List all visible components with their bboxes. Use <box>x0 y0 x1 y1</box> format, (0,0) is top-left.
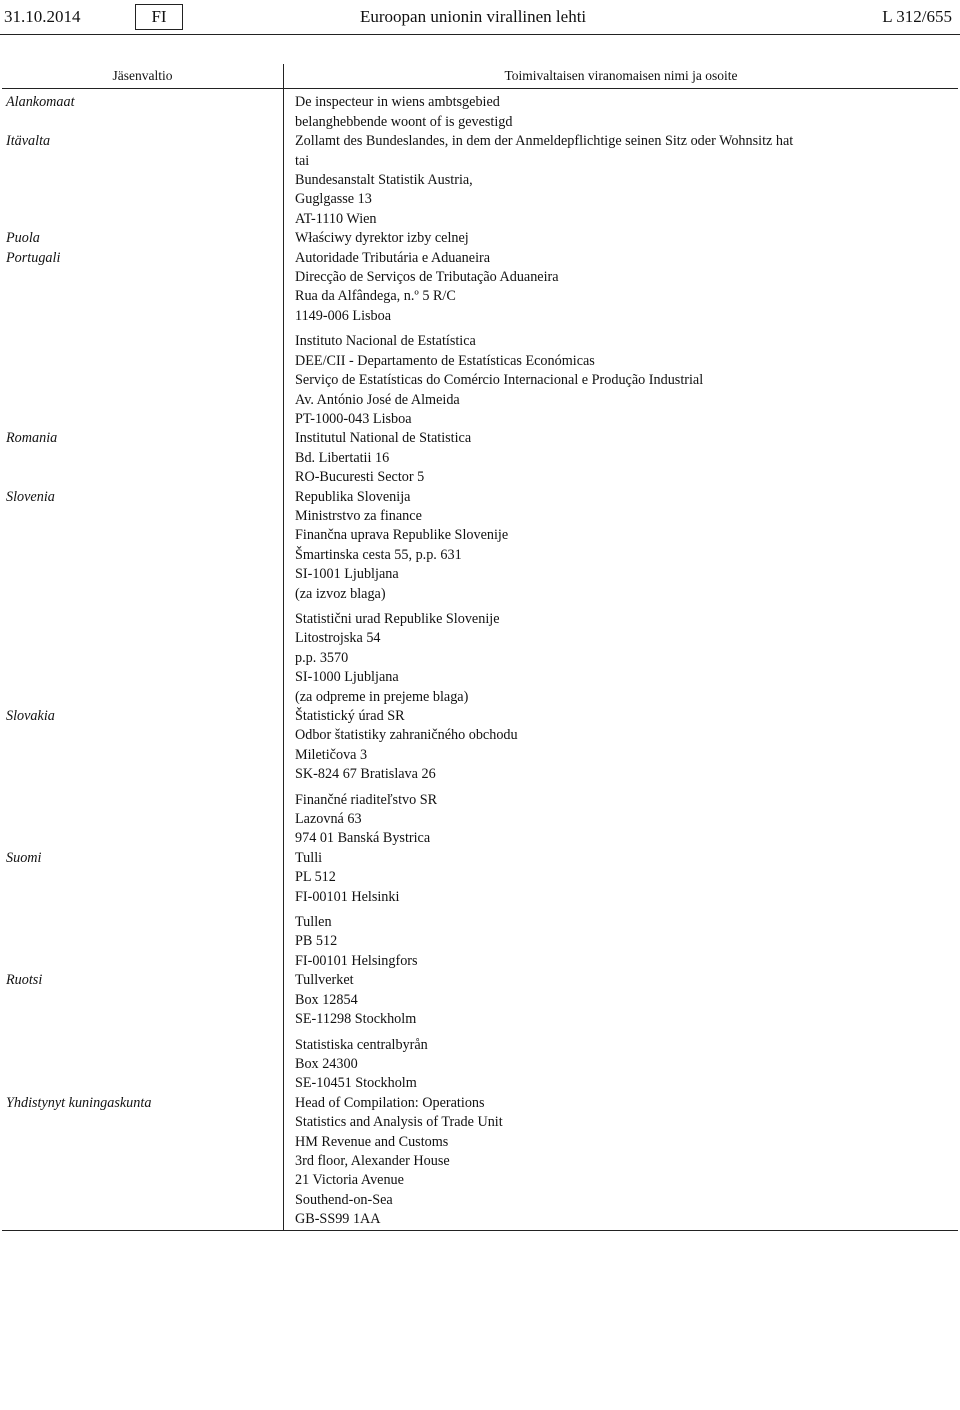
address-line: Tullverket <box>295 972 354 989</box>
address-line: PT-1000-043 Lisboa <box>295 410 412 427</box>
address-line: Institutul National de Statistica <box>295 430 472 447</box>
address-line: RO-Bucuresti Sector 5 <box>295 469 425 486</box>
authority-cell <box>284 132 959 229</box>
address-line: GB-SS99 1AA <box>295 1211 381 1228</box>
member-state-cell: Yhdistynyt kuningaskunta <box>2 1094 284 1230</box>
address-block <box>295 1036 958 1094</box>
address-block <box>295 332 958 429</box>
table-row <box>2 1094 958 1230</box>
table-row <box>2 249 958 430</box>
address-line: Serviço de Estatísticas do Comércio Internacional e Produção Industrial <box>295 372 704 389</box>
member-state-cell: Slovakia <box>2 707 284 849</box>
language-badge: FI <box>135 4 183 30</box>
address-line: Direcção de Serviços de Tributação Aduaneira <box>295 269 559 286</box>
column-header-member-state: Jäsenvaltio <box>2 64 284 89</box>
address-line: Guglgasse 13 <box>295 191 372 208</box>
table-row <box>2 229 958 248</box>
address-block <box>295 913 958 971</box>
address-line: SE-10451 Stockholm <box>295 1075 417 1092</box>
page-header <box>0 0 960 35</box>
address-line: p.p. 3570 <box>295 649 349 666</box>
address-line: Box 24300 <box>295 1055 358 1072</box>
address-line: Tulli <box>295 849 323 866</box>
address-line: Instituto Nacional de Estatística <box>295 333 476 350</box>
address-block <box>295 429 958 487</box>
address-line: Lazovná 63 <box>295 811 362 828</box>
address-line: 21 Victoria Avenue <box>295 1172 404 1189</box>
page-reference: L 312/655 <box>882 7 952 26</box>
address-line: SK-824 67 Bratislava 26 <box>295 766 436 783</box>
authority-cell <box>284 849 959 971</box>
table-row <box>2 132 958 229</box>
address-line: Autoridade Tributária e Aduaneira <box>295 249 491 266</box>
address-block <box>295 93 958 132</box>
authority-cell <box>284 971 959 1093</box>
address-block <box>295 132 958 229</box>
authorities-table <box>2 64 958 1231</box>
address-line: Statistični urad Republike Slovenije <box>295 610 500 627</box>
address-line: Av. António José de Almeida <box>295 391 460 408</box>
address-line: 3rd floor, Alexander House <box>295 1152 450 1169</box>
address-block <box>295 229 958 248</box>
member-state-cell: Portugali <box>2 249 284 430</box>
address-line: Štatistický úrad SR <box>295 708 405 724</box>
table-header-row <box>2 64 958 89</box>
address-line: SI-1000 Ljubljana <box>295 669 399 686</box>
address-line: Box 12854 <box>295 991 358 1008</box>
address-line: FI-00101 Helsingfors <box>295 952 418 969</box>
address-line: PB 512 <box>295 933 338 950</box>
address-line: Southend-on-Sea <box>295 1191 393 1208</box>
address-line: FI-00101 Helsinki <box>295 888 400 905</box>
member-state-cell: Romania <box>2 429 284 487</box>
address-line: De inspecteur in wiens ambtsgebied <box>295 94 500 111</box>
address-line: Finančné riaditeľstvo SR <box>295 791 438 808</box>
address-line: tai <box>295 152 310 169</box>
address-block <box>295 488 958 604</box>
table-row <box>2 971 958 1093</box>
authority-cell <box>284 229 959 248</box>
address-line: Finančna uprava Republike Slovenije <box>295 527 509 544</box>
table-row <box>2 429 958 487</box>
address-block <box>295 1094 958 1230</box>
address-line: SE-11298 Stockholm <box>295 1011 417 1028</box>
address-line: Ministrstvo za finance <box>295 507 422 524</box>
address-line: Właściwy dyrektor izby celnej <box>295 230 469 247</box>
table-row <box>2 89 958 132</box>
address-block <box>295 707 958 785</box>
address-line: HM Revenue and Customs <box>295 1133 449 1150</box>
table-row <box>2 707 958 849</box>
address-line: Bd. Libertatii 16 <box>295 449 390 466</box>
address-line: Republika Slovenija <box>295 488 411 505</box>
address-line: AT-1110 Wien <box>295 210 377 227</box>
column-header-authority: Toimivaltaisen viranomaisen nimi ja osoite <box>284 64 959 89</box>
authority-cell <box>284 488 959 707</box>
address-line: Odbor štatistiky zahraničného obchodu <box>295 727 518 744</box>
address-line: Rua da Alfândega, n.º 5 R/C <box>295 288 456 305</box>
member-state-cell: Suomi <box>2 849 284 971</box>
address-line: Zollamt des Bundeslandes, in dem der Anmeldepflichtige seinen Sitz oder Wohnsitz hat <box>295 133 794 150</box>
address-line: PL 512 <box>295 869 336 886</box>
address-line: Litostrojska 54 <box>295 630 381 647</box>
authority-cell <box>284 249 959 430</box>
address-line: Šmartinska cesta 55, p.p. 631 <box>295 546 462 563</box>
address-line: belanghebbende woont of is gevestigd <box>295 113 513 130</box>
member-state-cell: Puola <box>2 229 284 248</box>
journal-title: Euroopan unionin virallinen lehti <box>360 7 587 26</box>
member-state-cell: Alankomaat <box>2 89 284 132</box>
address-block <box>295 849 958 907</box>
address-block <box>295 971 958 1029</box>
address-line: Head of Compilation: Operations <box>295 1094 485 1111</box>
address-block <box>295 249 958 327</box>
address-line: (za izvoz blaga) <box>295 585 386 602</box>
authority-cell <box>284 429 959 487</box>
address-line: (za odpreme in prejeme blaga) <box>295 688 469 705</box>
authority-cell <box>284 89 959 132</box>
authority-cell <box>284 1094 959 1230</box>
address-line: 974 01 Banská Bystrica <box>295 830 431 847</box>
address-block <box>295 610 958 707</box>
address-line: DEE/CII - Departamento de Estatísticas Económicas <box>295 352 595 369</box>
table-row <box>2 849 958 971</box>
publication-date: 31.10.2014 <box>4 7 81 26</box>
member-state-cell: Ruotsi <box>2 971 284 1093</box>
address-line: Bundesanstalt Statistik Austria, <box>295 172 473 189</box>
address-line: Tullen <box>295 914 332 931</box>
authority-cell <box>284 707 959 849</box>
address-line: Statistics and Analysis of Trade Unit <box>295 1114 503 1131</box>
member-state-cell: Slovenia <box>2 488 284 707</box>
address-line: Miletičova 3 <box>295 746 368 763</box>
table-body <box>2 89 958 1230</box>
table-row <box>2 488 958 707</box>
member-state-cell: Itävalta <box>2 132 284 229</box>
address-line: Statistiska centralbyrån <box>295 1036 428 1053</box>
address-block <box>295 791 958 849</box>
address-line: 1149-006 Lisboa <box>295 307 392 324</box>
address-line: SI-1001 Ljubljana <box>295 566 399 583</box>
